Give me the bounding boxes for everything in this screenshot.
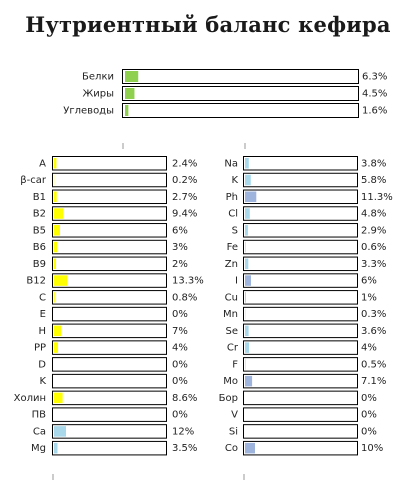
value-label: 0% <box>172 409 188 421</box>
bar-frame <box>244 374 358 388</box>
bar <box>245 259 248 270</box>
category-label: F <box>232 359 238 371</box>
category-label: B12 <box>26 275 46 287</box>
category-label: Cr <box>226 342 238 354</box>
bar <box>54 225 60 236</box>
bar <box>54 393 63 404</box>
category-label: E <box>39 309 46 321</box>
bar-frame <box>53 358 167 372</box>
bar-frame <box>244 391 358 405</box>
bar-frame <box>53 190 167 204</box>
value-label: 1.6% <box>362 105 388 117</box>
value-label: 13.3% <box>172 275 204 287</box>
category-label: A <box>39 158 46 170</box>
value-label: 0.3% <box>361 309 387 321</box>
bar <box>245 192 256 203</box>
category-label: I <box>235 275 238 287</box>
value-label: 10% <box>361 443 384 455</box>
bar-frame <box>53 257 167 271</box>
category-label: K <box>231 175 238 187</box>
bar <box>245 376 252 387</box>
value-label: 9.4% <box>172 208 198 220</box>
bar <box>245 208 250 219</box>
value-label: 7.1% <box>361 376 387 388</box>
category-label: B6 <box>32 242 46 254</box>
bar <box>54 208 63 219</box>
category-label: V <box>231 409 238 421</box>
value-label: 3.5% <box>172 443 198 455</box>
value-label: 4.8% <box>361 208 387 220</box>
value-label: 12% <box>172 426 195 438</box>
bar-frame <box>244 173 358 187</box>
value-label: 4.5% <box>362 88 388 100</box>
bar <box>245 342 249 353</box>
value-label: 4% <box>172 342 188 354</box>
bar-frame <box>244 274 358 288</box>
bar-frame <box>53 408 167 422</box>
decorative-tick <box>244 143 246 149</box>
category-label: Бор <box>218 392 238 404</box>
category-label: Углеводы <box>63 105 114 117</box>
value-label: 3.3% <box>361 258 387 270</box>
category-label: Se <box>225 325 238 337</box>
bar-frame <box>244 425 358 439</box>
category-label: Co <box>224 443 238 455</box>
decorative-tick <box>122 143 124 149</box>
bar-frame <box>53 224 167 238</box>
value-label: 3% <box>172 242 188 254</box>
bar <box>245 292 246 303</box>
category-label: H <box>38 325 46 337</box>
bar <box>125 105 128 116</box>
value-label: 0.8% <box>172 292 198 304</box>
bar-frame <box>53 391 167 405</box>
value-label: 0% <box>361 426 377 438</box>
category-label: Si <box>228 426 238 438</box>
value-label: 0% <box>361 392 377 404</box>
bar-frame <box>244 341 358 355</box>
category-label: Zn <box>224 258 238 270</box>
category-label: Mn <box>223 309 238 321</box>
bar-frame <box>244 324 358 338</box>
bar-frame <box>244 224 358 238</box>
bar <box>54 292 55 303</box>
category-label: Na <box>224 158 238 170</box>
value-label: 2.9% <box>361 225 387 237</box>
bar-frame <box>53 240 167 254</box>
value-label: 5.8% <box>361 175 387 187</box>
bar-frame <box>123 70 359 84</box>
bar-frame <box>53 173 167 187</box>
decorative-tick <box>52 474 54 480</box>
decorative-tick <box>243 474 245 480</box>
bar-frame <box>53 425 167 439</box>
bar-frame <box>244 190 358 204</box>
value-label: 0.6% <box>361 242 387 254</box>
category-label: Fe <box>226 242 238 254</box>
bar <box>54 192 57 203</box>
bar-frame <box>244 441 358 455</box>
bar <box>54 242 57 253</box>
value-label: 0% <box>361 409 377 421</box>
bar <box>54 443 58 454</box>
bar <box>54 426 66 437</box>
category-label: Cu <box>224 292 238 304</box>
bar <box>54 326 61 337</box>
value-label: 6.3% <box>362 71 388 83</box>
value-label: 2% <box>172 258 188 270</box>
category-label: Ph <box>225 191 238 203</box>
chart-title: Нутриентный баланс кефира <box>25 12 391 37</box>
bar <box>245 158 249 169</box>
bar-frame <box>53 157 167 171</box>
category-label: Mo <box>223 376 238 388</box>
category-label: B9 <box>32 258 46 270</box>
bar-frame <box>244 207 358 221</box>
bar <box>245 225 248 236</box>
bar-frame <box>244 307 358 321</box>
value-label: 11.3% <box>361 191 393 203</box>
bar <box>245 443 255 454</box>
bar-frame <box>244 291 358 305</box>
bar <box>245 242 246 253</box>
bar-frame <box>244 358 358 372</box>
value-label: 6% <box>172 225 188 237</box>
value-label: 6% <box>361 275 377 287</box>
value-label: 8.6% <box>172 392 198 404</box>
bar <box>125 71 138 82</box>
bar-frame <box>244 408 358 422</box>
category-label: B1 <box>32 191 46 203</box>
bar-frame <box>53 324 167 338</box>
bar-frame <box>244 157 358 171</box>
category-label: Cl <box>228 208 238 220</box>
category-label: Жиры <box>82 88 114 100</box>
category-label: Холин <box>13 392 46 404</box>
bar-frame <box>53 274 167 288</box>
bar-frame <box>53 307 167 321</box>
value-label: 0% <box>172 376 188 388</box>
category-label: PP <box>33 342 46 354</box>
bar-frame <box>123 87 359 101</box>
value-label: 0% <box>172 309 188 321</box>
bar <box>54 275 67 286</box>
bar <box>245 326 249 337</box>
bar <box>125 88 134 99</box>
category-label: ПВ <box>31 409 46 421</box>
category-label: S <box>231 225 238 237</box>
category-label: B2 <box>32 208 46 220</box>
value-label: 0.2% <box>172 175 198 187</box>
bar <box>54 342 58 353</box>
bar-frame <box>53 291 167 305</box>
value-label: 0% <box>172 359 188 371</box>
category-label: B5 <box>32 225 46 237</box>
bar <box>54 158 56 169</box>
bar-frame <box>244 240 358 254</box>
category-label: Белки <box>82 71 114 83</box>
bar-frame <box>53 441 167 455</box>
bar <box>54 259 56 270</box>
category-label: D <box>38 359 46 371</box>
value-label: 2.4% <box>172 158 198 170</box>
category-label: K <box>39 376 46 388</box>
category-label: Mg <box>31 443 46 455</box>
value-label: 3.6% <box>361 325 387 337</box>
value-label: 7% <box>172 325 188 337</box>
bar <box>245 359 246 370</box>
bar <box>245 175 251 186</box>
value-label: 4% <box>361 342 377 354</box>
value-label: 2.7% <box>172 191 198 203</box>
bar-frame <box>53 207 167 221</box>
category-label: C <box>39 292 46 304</box>
value-label: 3.8% <box>361 158 387 170</box>
bar-frame <box>244 257 358 271</box>
bar-frame <box>53 374 167 388</box>
value-label: 1% <box>361 292 377 304</box>
bar <box>245 275 251 286</box>
bar-frame <box>53 341 167 355</box>
bar-frame <box>123 104 359 118</box>
category-label: β-car <box>20 175 46 187</box>
category-label: Ca <box>32 426 46 438</box>
value-label: 0.5% <box>361 359 387 371</box>
